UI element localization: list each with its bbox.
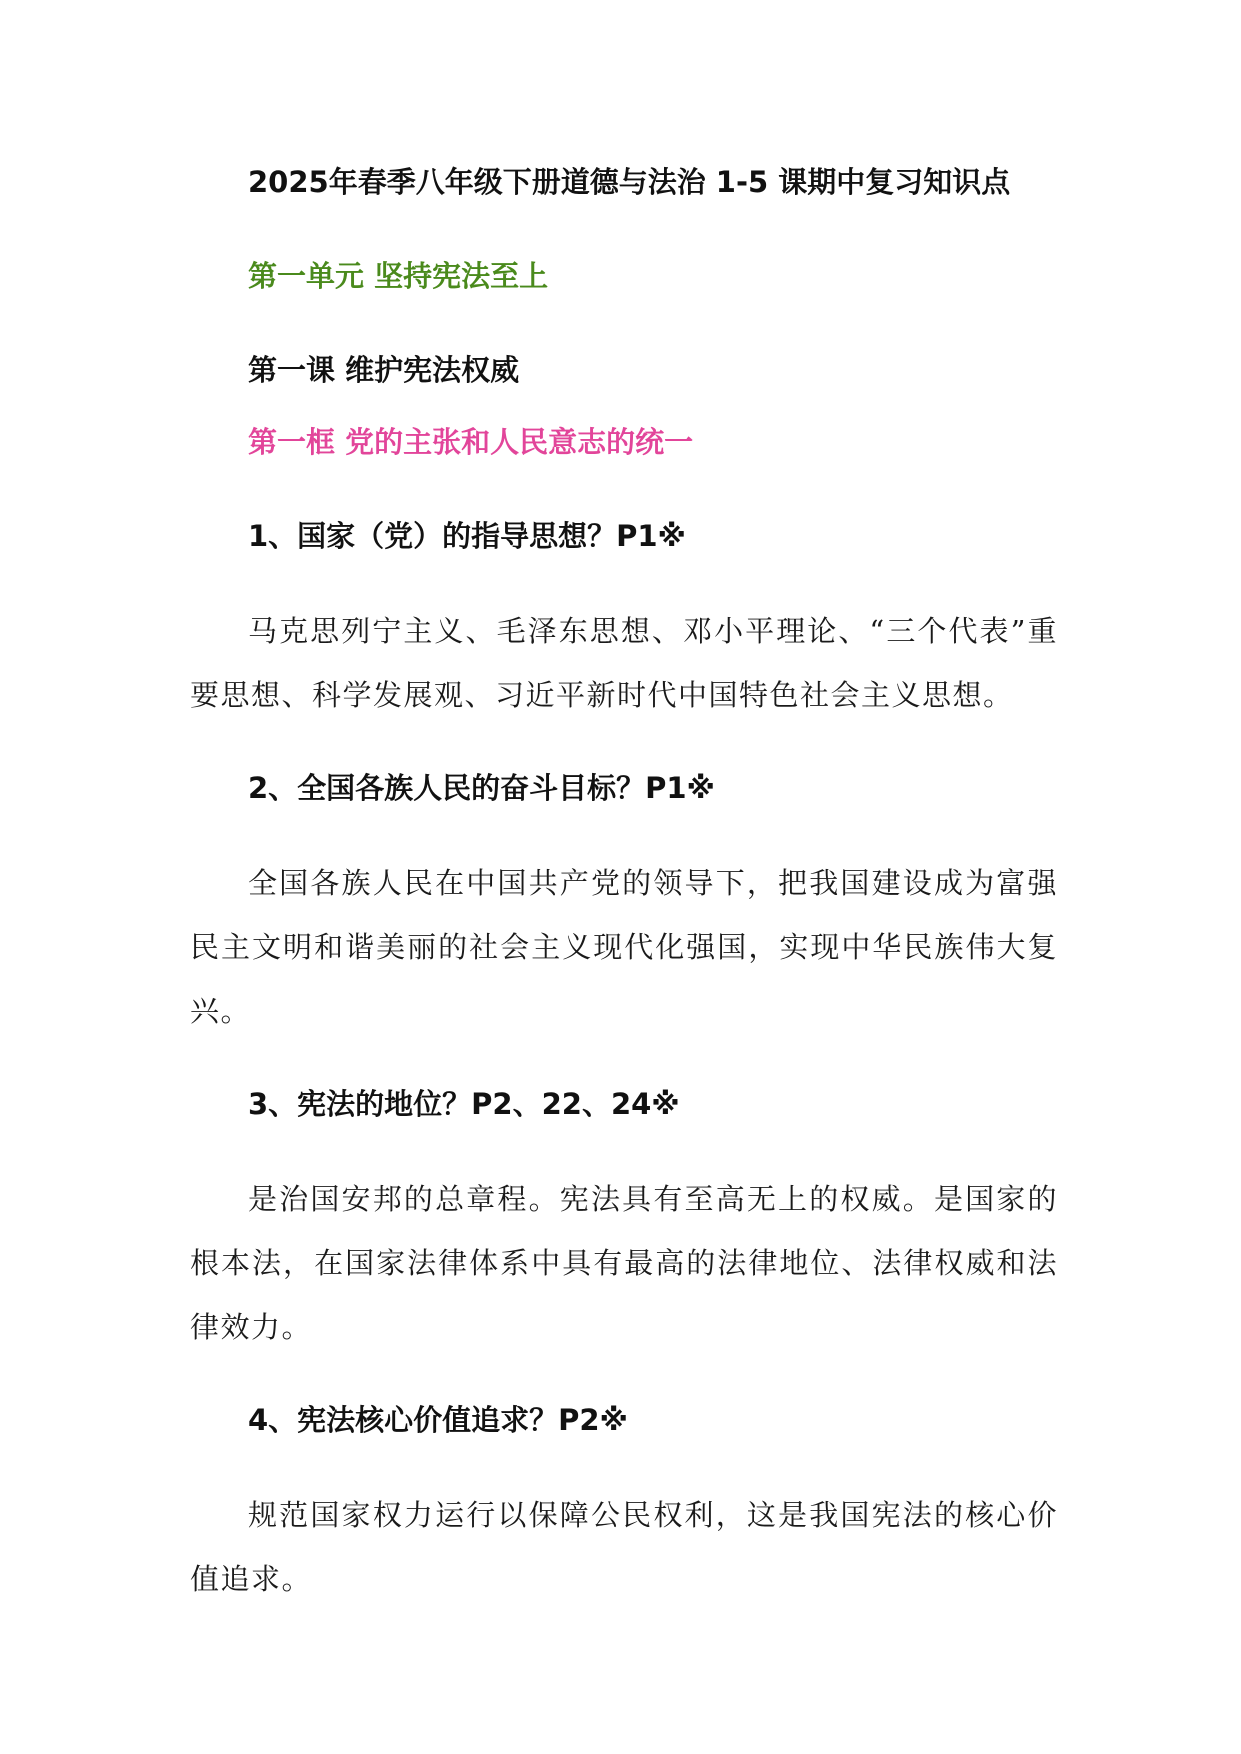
answer-2: 全国各族人民在中国共产党的领导下，把我国建设成为富强民主文明和谐美丽的社会主义现代化强国，实现中华民族伟大复兴。	[190, 866, 1058, 1028]
answer-3: 是治国安邦的总章程。宪法具有至高无上的权威。是国家的根本法，在国家法律体系中具有最高的法律地位、法律权威和法律效力。	[190, 1182, 1058, 1344]
question-3: 3、宪法的地位？P2、22、24※	[248, 1087, 680, 1121]
unit-heading: 第一单元 坚持宪法至上	[248, 259, 549, 293]
question-4: 4、宪法核心价值追求？P2※	[248, 1403, 628, 1437]
frame-heading: 第一框 党的主张和人民意志的统一	[248, 425, 694, 459]
lesson-heading: 第一课 维护宪法权威	[248, 353, 520, 387]
answer-4: 规范国家权力运行以保障公民权利，这是我国宪法的核心价值追求。	[190, 1498, 1058, 1596]
document-title: 2025年春季八年级下册道德与法治 1-5 课期中复习知识点	[248, 165, 1011, 199]
question-2: 2、全国各族人民的奋斗目标？P1※	[248, 771, 715, 805]
answer-1: 马克思列宁主义、毛泽东思想、邓小平理论、“三个代表”重要思想、科学发展观、习近平新时代中国特色社会主义思想。	[190, 614, 1058, 712]
question-1: 1、国家（党）的指导思想？P1※	[248, 519, 686, 553]
